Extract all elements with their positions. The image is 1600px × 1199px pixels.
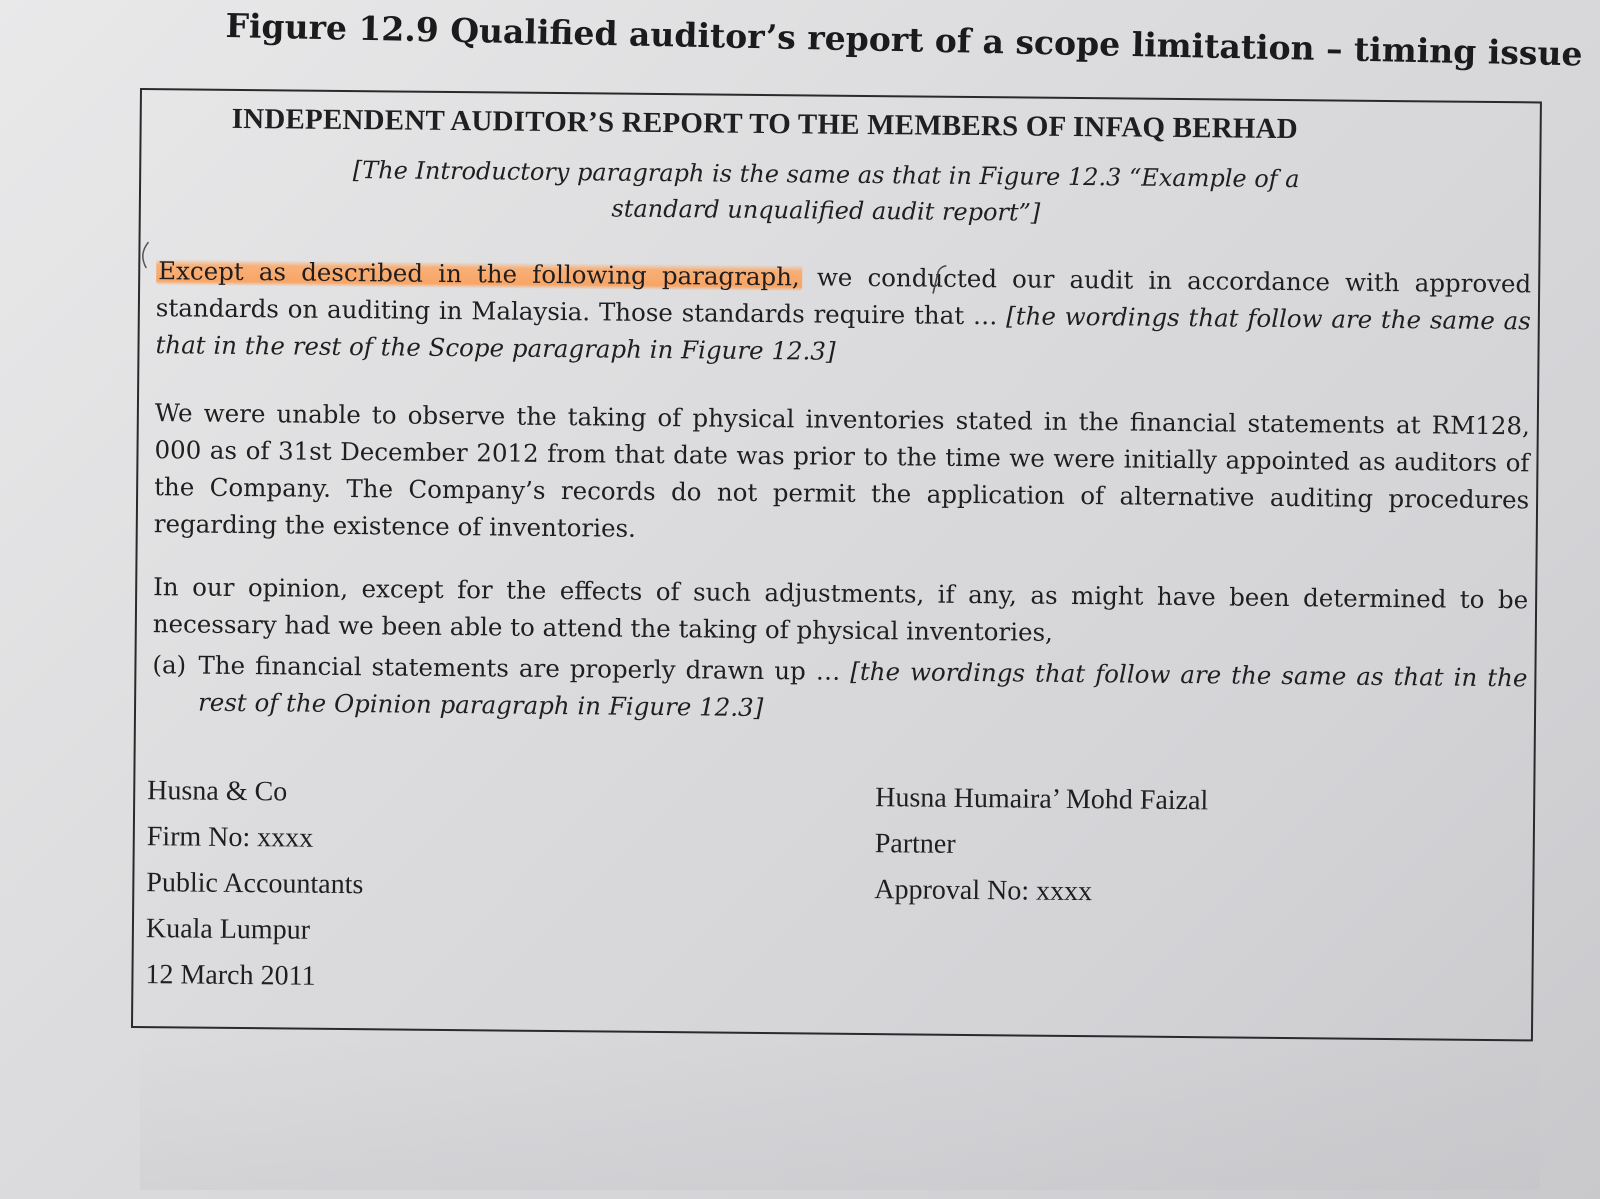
bleed-through-area <box>140 1040 1540 1190</box>
scope-paragraph <box>155 252 1531 376</box>
approval-number: Approval No: xxxx <box>874 874 1093 908</box>
pen-slash-mark <box>930 264 950 304</box>
figure-title: Figure 12.9 Qualified auditor’s report of a scope limitation – timing issue <box>225 6 1583 74</box>
scope-text: we conducted our audit in accordance with approved standards on auditing in Malaysia. Those standards require that … <box>155 262 1532 331</box>
opinion-item-plain: The financial statements are properly drawn up … <box>198 650 851 686</box>
pen-bracket-mark <box>136 240 150 270</box>
highlighted-text: Except as described in the following paragraph, <box>158 256 800 292</box>
firm-number: Firm No: xxxx <box>146 821 314 854</box>
partner-title: Partner <box>874 828 956 860</box>
opinion-item-text <box>198 647 1528 734</box>
opinion-list-item <box>152 646 1528 733</box>
firm-city: Kuala Lumpur <box>145 913 311 946</box>
opinion-item-italic: [the wordings that follow are the same as that in the rest of the Opinion paragraph in Figure 12.3] <box>197 656 1528 723</box>
opinion-paragraph: In our opinion, except for the effects of such adjustments, if any, as might have been determined to be necessary had we been able to attend the taking of physical inventories, <box>152 572 1529 647</box>
firm-role: Public Accountants <box>146 867 364 901</box>
signature-firm-block <box>145 768 364 1000</box>
signature-partner-block <box>874 775 1208 916</box>
report-heading: INDEPENDENT AUDITOR’S REPORT TO THE MEMBERS OF INFAQ BERHAD <box>231 102 1299 146</box>
report-date: 12 March 2011 <box>145 959 316 992</box>
list-marker: (a) <box>152 650 187 680</box>
limitation-paragraph: We were unable to observe the taking of physical inventories stated in the financial statements at RM128, 000 as of 31st December 2012 from that date was prior to the time we were initially appointed as auditors of the Company. The Company’s records do not permit the application of alternative auditing procedures regarding the existence of inventories. <box>153 398 1530 543</box>
intro-note: [The Introductory paragraph is the same as that in Figure 12.3 “Example of a standard unqualified audit report”] <box>352 156 1300 227</box>
scope-italic-note: [the wordings that follow are the same as that in the rest of the Scope paragraph in Figure 12.3] <box>155 301 1531 366</box>
partner-name: Husna Humaira’ Mohd Faizal <box>875 782 1209 817</box>
firm-name: Husna & Co <box>147 775 288 808</box>
report-box <box>131 88 1542 1041</box>
